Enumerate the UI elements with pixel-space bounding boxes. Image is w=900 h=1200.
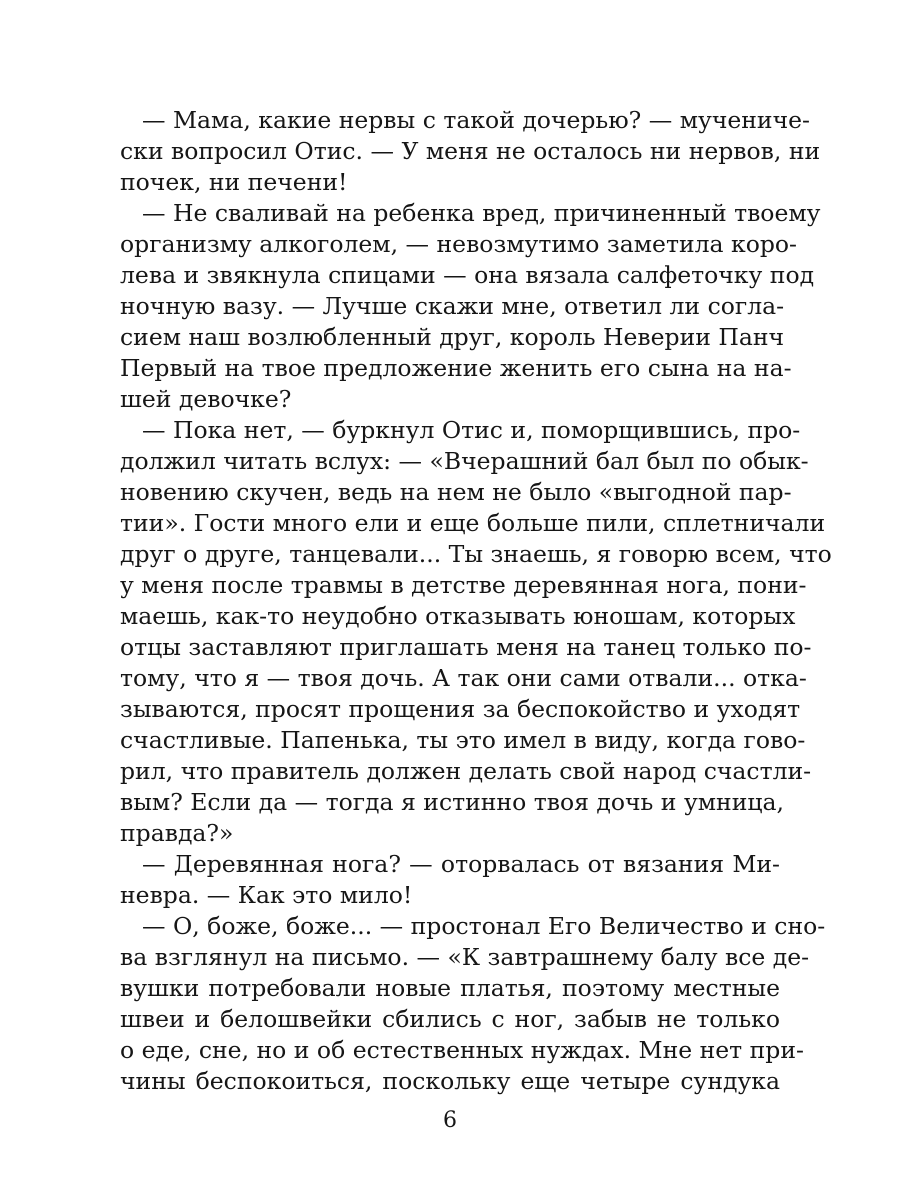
text-line: маешь, как-то неудобно отказывать юношам, которых <box>120 602 796 630</box>
text-line: шей девочке? <box>120 385 292 413</box>
text-line: тии». Гости много ели и еще больше пили, сплетничали <box>120 509 826 537</box>
text-line: невра. — Как это мило! <box>120 881 413 909</box>
text-line: отцы заставляют приглашать меня на танец только по- <box>120 633 812 661</box>
text-line: новению скучен, ведь на нем не было «выгодной пар- <box>120 478 792 506</box>
text-line: друг о друге, танцевали... Ты знаешь, я говорю всем, что <box>120 540 832 568</box>
body-text <box>120 105 832 1097</box>
text-line: — Пока нет, — буркнул Отис и, поморщившись, про- <box>142 416 801 444</box>
text-line: — О, боже, боже... — простонал Его Величество и сно- <box>142 912 826 940</box>
text-line: должил читать вслух: — «Вчерашний бал был по обык- <box>120 447 809 475</box>
text-line: лева и звякнула спицами — она вязала салфеточку под <box>120 261 815 289</box>
text-line: почек, ни печени! <box>120 168 348 196</box>
page-number: 6 <box>443 1108 457 1133</box>
text-line: зываются, просят прощения за беспокойство и уходят <box>120 695 801 723</box>
text-line: ночную вазу. — Лучше скажи мне, ответил ли согла- <box>120 292 785 320</box>
text-line: о еде, сне, но и об естественных нуждах. Мне нет при- <box>120 1036 804 1064</box>
text-line: швеи и белошвейки сбились с ног, забыв не только <box>120 1005 780 1033</box>
text-line: — Деревянная нога? — оторвалась от вязания Ми- <box>142 850 780 878</box>
text-line: вушки потребовали новые платья, поэтому местные <box>120 974 780 1002</box>
text-line: Первый на твое предложение женить его сына на на- <box>120 354 792 382</box>
text-line: ски вопросил Отис. — У меня не осталось ни нервов, ни <box>120 137 821 165</box>
text-line: сием наш возлюбленный друг, король Неверии Панч <box>120 323 785 351</box>
text-line: рил, что правитель должен делать свой народ счастли- <box>120 757 812 785</box>
text-line: чины беспокоиться, поскольку еще четыре сундука <box>120 1067 780 1095</box>
text-line: тому, что я — твоя дочь. А так они сами отвали... отка- <box>120 664 807 692</box>
text-line: ва взглянул на письмо. — «К завтрашнему балу все де- <box>120 943 810 971</box>
text-line: счастливые. Папенька, ты это имел в виду, когда гово- <box>120 726 806 754</box>
text-line: — Не сваливай на ребенка вред, причиненный твоему <box>142 199 821 227</box>
text-line: вым? Если да — тогда я истинно твоя дочь и умница, <box>120 788 784 816</box>
text-line: — Мама, какие нервы с такой дочерью? — мучениче- <box>142 106 810 134</box>
text-line: организму алкоголем, — невозмутимо заметила коро- <box>120 230 797 258</box>
text-line: правда?» <box>120 819 234 847</box>
text-line: у меня после травмы в детстве деревянная нога, пони- <box>120 571 807 599</box>
